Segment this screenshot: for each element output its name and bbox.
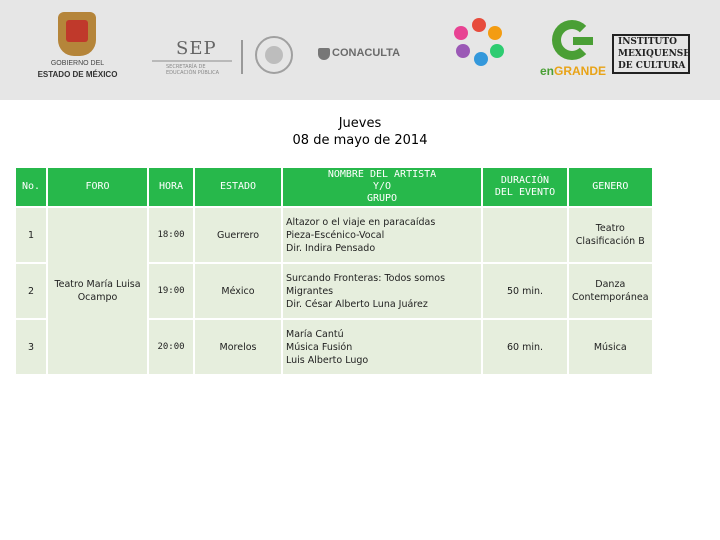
artista-line: Altazor o el viaje en paracaídas bbox=[286, 216, 436, 228]
sep-divider bbox=[152, 60, 232, 62]
imc-logo bbox=[612, 34, 690, 76]
cell-no: 1 bbox=[16, 208, 46, 262]
table-header-row bbox=[16, 168, 652, 206]
foro-line: Teatro María Luisa bbox=[54, 279, 141, 290]
genero-line: Contemporánea bbox=[572, 292, 649, 303]
artista-line: Luis Alberto Lugo bbox=[286, 354, 369, 366]
petal-icon bbox=[454, 26, 468, 40]
logo-divider bbox=[241, 40, 243, 74]
artista-line: Dir. César Alberto Luna Juárez bbox=[286, 298, 428, 310]
artista-line: María Cantú bbox=[286, 328, 344, 340]
genero-line: Teatro bbox=[595, 223, 625, 234]
cell-estado: México bbox=[195, 264, 281, 318]
cell-duracion: 50 min. bbox=[483, 264, 567, 318]
logo-banner bbox=[0, 0, 720, 100]
table-row bbox=[16, 208, 652, 262]
header-foro: FORO bbox=[48, 168, 147, 206]
cell-hora: 19:00 bbox=[149, 264, 193, 318]
cell-estado: Morelos bbox=[195, 320, 281, 374]
artista-line: Migrantes bbox=[286, 285, 334, 297]
edomex-line2: ESTADO DE MÉXICO bbox=[37, 70, 118, 79]
header-genero: GENERO bbox=[569, 168, 652, 206]
festival-logo bbox=[448, 18, 510, 80]
cell-estado: Guerrero bbox=[195, 208, 281, 262]
petal-icon bbox=[488, 26, 502, 40]
engrande-wordmark bbox=[540, 64, 606, 78]
artista-line: Música Fusión bbox=[286, 341, 353, 353]
cell-genero bbox=[569, 208, 652, 262]
coat-of-arms-icon bbox=[58, 12, 96, 56]
artista-line: Pieza-Escénico-Vocal bbox=[286, 229, 385, 241]
date-full: 08 de mayo de 2014 bbox=[292, 133, 428, 148]
artista-line: Surcando Fronteras: Todos somos bbox=[286, 272, 446, 284]
conaculta-icon bbox=[318, 48, 330, 60]
header-duracion-line: DEL EVENTO bbox=[494, 187, 556, 198]
petal-icon bbox=[456, 44, 470, 58]
genero-line: Música bbox=[593, 341, 627, 353]
edomex-logo bbox=[30, 12, 125, 84]
petal-icon bbox=[474, 52, 488, 66]
edomex-line1: GOBIERNO DEL bbox=[50, 60, 105, 67]
genero-line: Clasificación B bbox=[575, 236, 645, 247]
header-hora: HORA bbox=[149, 168, 193, 206]
engrande-grande: GRANDE bbox=[554, 64, 607, 78]
engrande-logo bbox=[538, 20, 610, 82]
foro-line: Ocampo bbox=[77, 292, 118, 303]
imc-line2: MEXIQUENSE bbox=[618, 49, 691, 59]
header-artista bbox=[283, 168, 481, 206]
cell-genero bbox=[569, 320, 652, 374]
sep-logo bbox=[152, 38, 232, 78]
cell-artista bbox=[283, 320, 481, 374]
sep-sub2: EDUCACIÓN PÚBLICA bbox=[166, 70, 220, 76]
cell-hora: 18:00 bbox=[149, 208, 193, 262]
cell-genero bbox=[569, 264, 652, 318]
sep-sub1: SECRETARÍA DE bbox=[166, 64, 206, 70]
engrande-en: en bbox=[540, 64, 555, 78]
genero-line: Danza bbox=[595, 279, 626, 290]
imc-line3: DE CULTURA bbox=[618, 61, 686, 71]
header-artista-line: NOMBRE DEL ARTISTA bbox=[327, 169, 437, 180]
petal-icon bbox=[472, 18, 486, 32]
cell-no: 2 bbox=[16, 264, 46, 318]
header-artista-line: GRUPO bbox=[366, 193, 398, 204]
header-estado: ESTADO bbox=[195, 168, 281, 206]
artista-line: Dir. Indira Pensado bbox=[286, 242, 376, 254]
conaculta-name: CONACULTA bbox=[332, 47, 401, 59]
sep-name: SEP bbox=[176, 38, 217, 59]
date-weekday: Jueves bbox=[338, 116, 382, 131]
cell-hora: 20:00 bbox=[149, 320, 193, 374]
cell-artista bbox=[283, 208, 481, 262]
imc-line1: INSTITUTO bbox=[618, 37, 677, 47]
header-duracion bbox=[483, 168, 567, 206]
cell-artista bbox=[283, 264, 481, 318]
header-no: No. bbox=[16, 168, 46, 206]
cell-no: 3 bbox=[16, 320, 46, 374]
cell-duracion: 60 min. bbox=[483, 320, 567, 374]
national-seal-icon bbox=[255, 36, 293, 74]
petal-icon bbox=[490, 44, 504, 58]
events-table bbox=[14, 166, 654, 376]
header-duracion-line: DURACIÓN bbox=[500, 175, 550, 186]
conaculta-logo bbox=[318, 46, 418, 64]
header-artista-line: Y/O bbox=[372, 181, 392, 192]
cell-duracion bbox=[483, 208, 567, 262]
g-letter-bar bbox=[573, 37, 593, 45]
cell-foro bbox=[48, 208, 147, 374]
